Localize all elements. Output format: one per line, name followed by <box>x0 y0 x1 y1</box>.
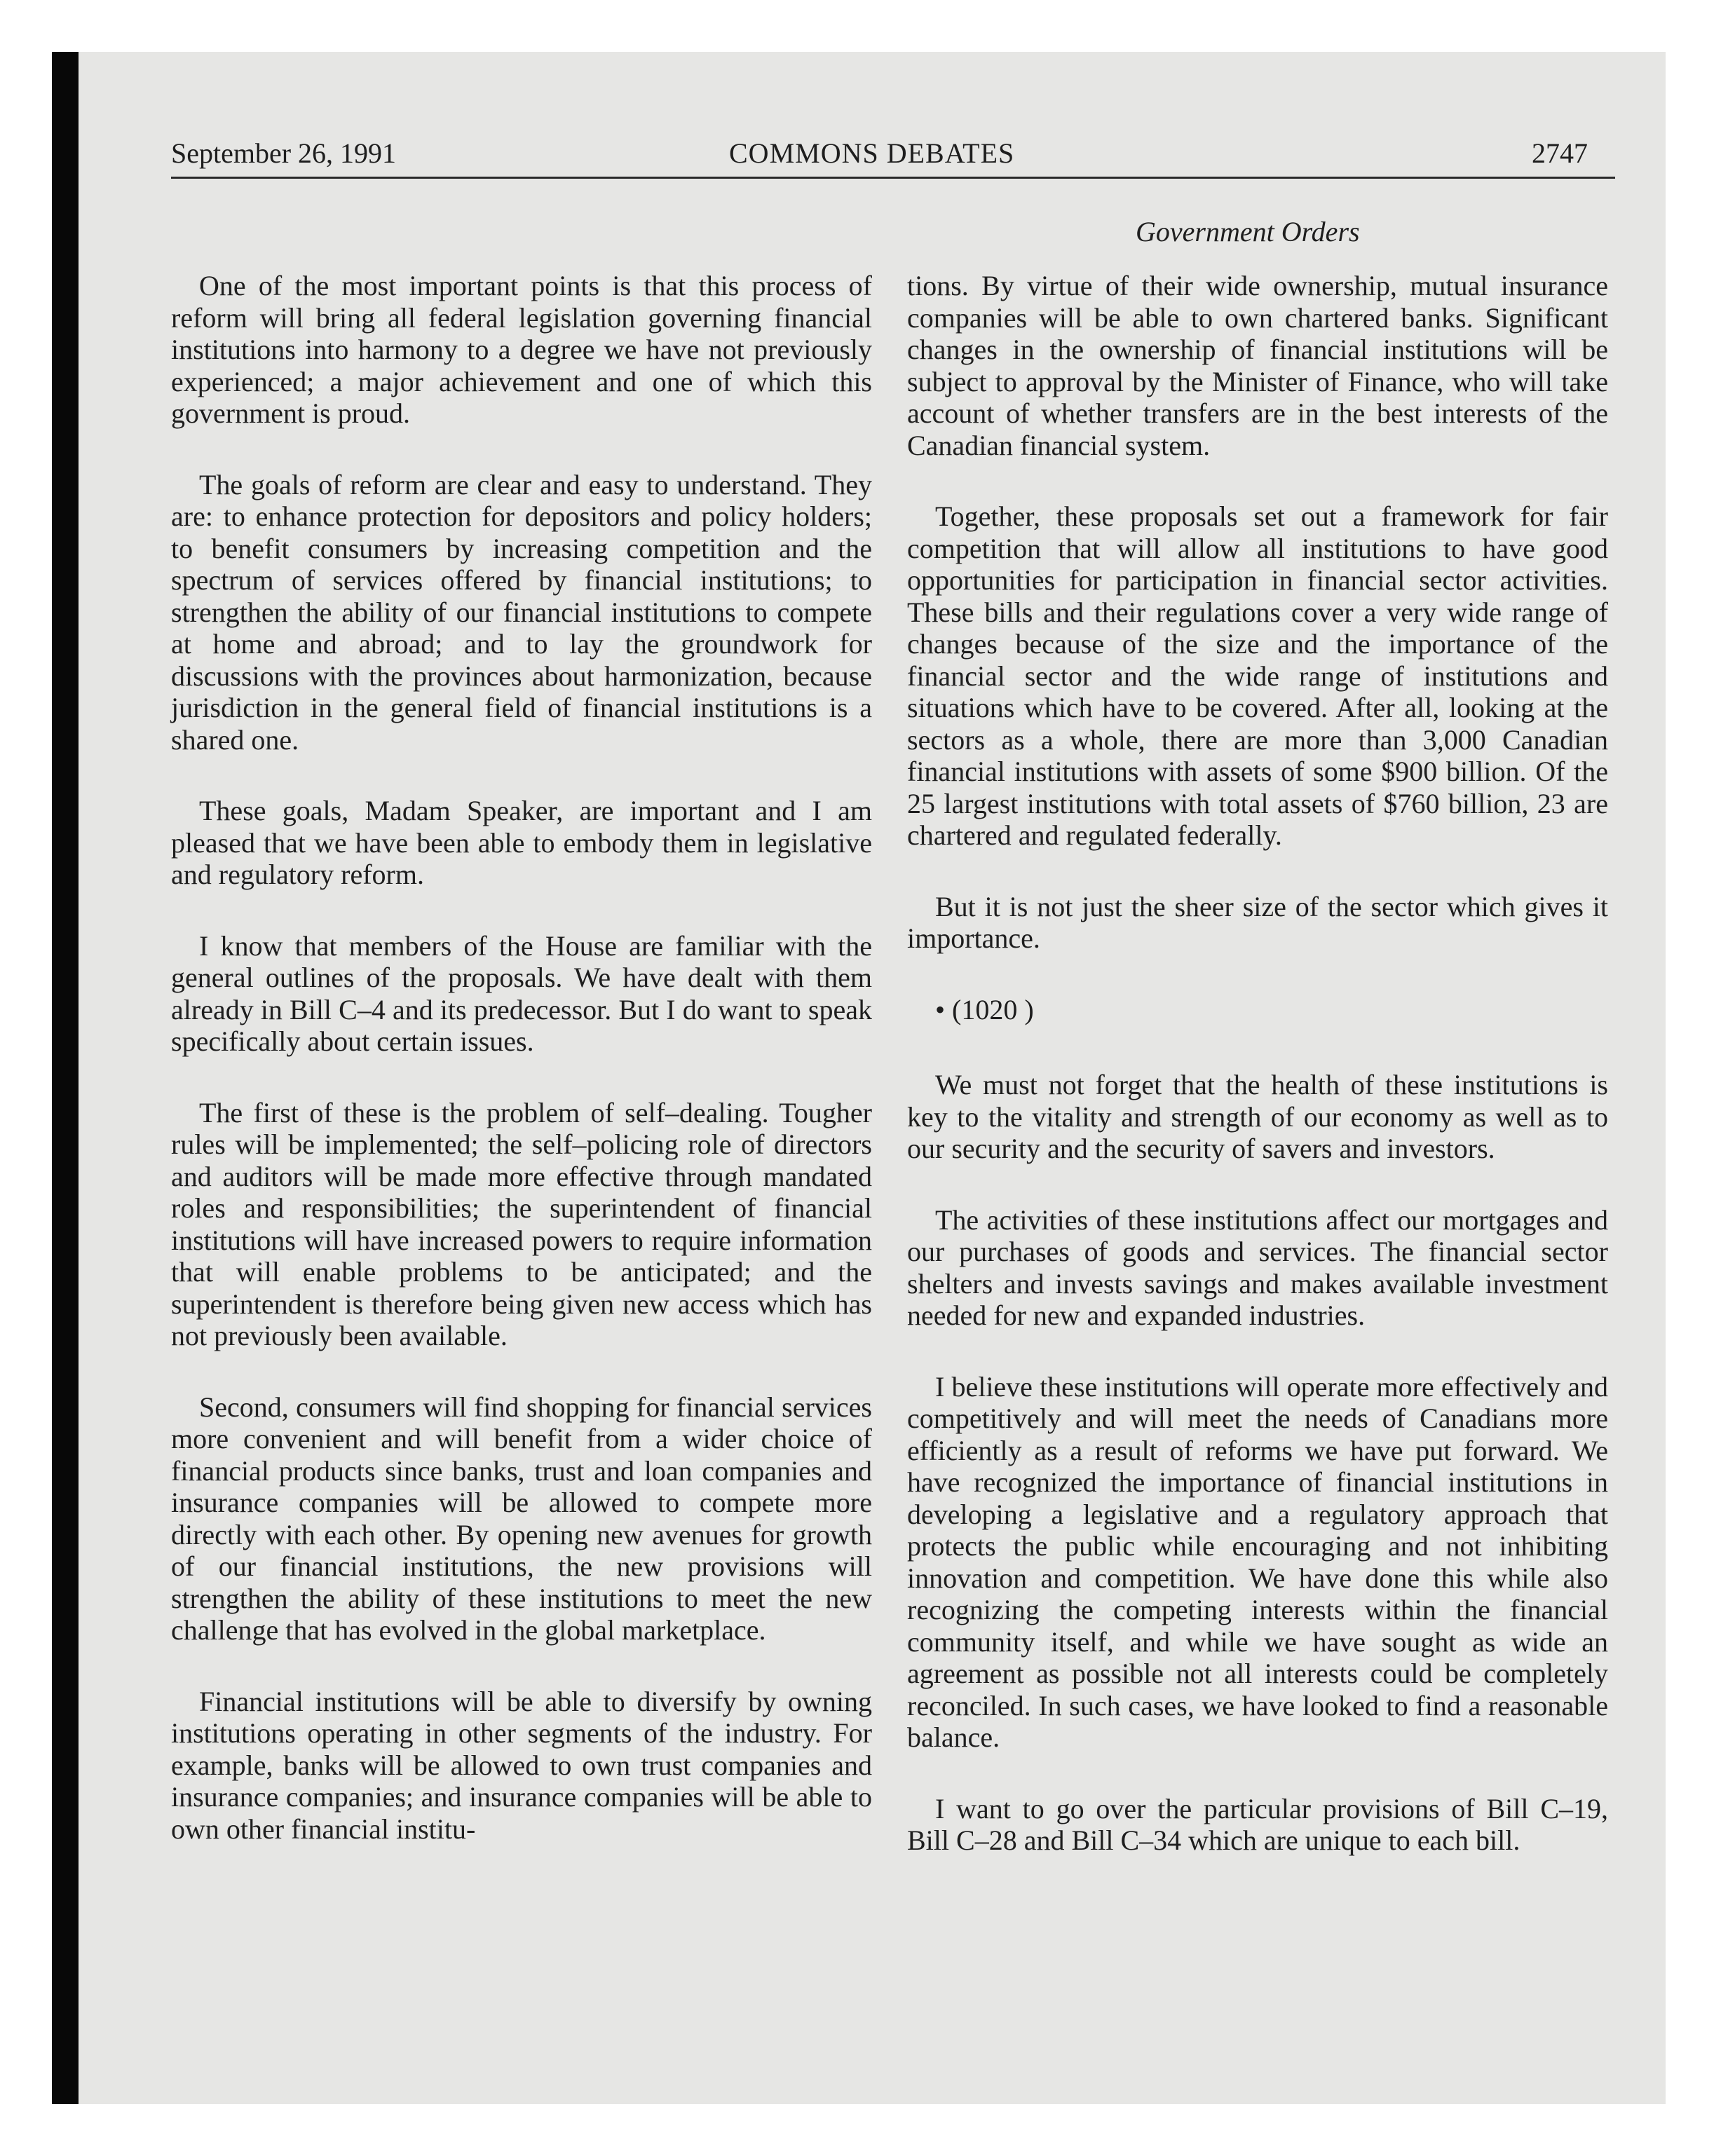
paragraph: I know that members of the House are familiar with the general outlines of the proposals. We have dealt with them already in Bill C–4 and its predecessor. But I do want to speak specifically about certain issues. <box>171 929 872 1057</box>
paragraph: Financial institutions will be able to diversify by owning institutions operating in other segments of the industry. For example, banks will be allowed to own trust companies and insurance companies; and insurance companies will be able to own other financial institu- <box>171 1685 872 1845</box>
paragraph: One of the most important points is that this process of reform will bring all federal legislation governing financial institutions into harmony to a degree we have not previously experienced; a major achievement and one of which this government is proud. <box>171 270 872 429</box>
right-column <box>907 270 1608 1896</box>
paragraph: I believe these institutions will operate more effectively and competitively and will meet the needs of Canadians more efficiently as a result of reforms we have put forward. We have recognized the importance of financial institutions in developing a legislative and a regulatory approach that protects the public while encouraging and not inhibiting innovation and competition. We have done this while also recognizing the competing interests within the financial community itself, and while we have sought as wide an agreement as possible not all interests could be completely reconciled. In such cases, we have looked to find a reasonable balance. <box>907 1370 1608 1753</box>
paragraph-continuation: tions. By virtue of their wide ownership, mutual insurance companies will be able to own chartered banks. Significant changes in the ownership of financial institutions will be subject to approval by the Minister of Finance, who will take account of whether transfers are in the best interests of the Canadian financial system. <box>907 270 1608 461</box>
paragraph: The activities of these institutions affect our mortgages and our purchases of goods and services. The financial sector shelters and invests savings and makes available investment needed for new and expanded industries. <box>907 1203 1608 1331</box>
page-number: 2747 <box>1532 137 1588 169</box>
binding-edge <box>52 52 79 2104</box>
paragraph: Second, consumers will find shopping for financial services more convenient and will benefit from a wider choice of financial products since banks, trust and loan companies and insurance companies will be allowed to compete more directly with each other. By opening new avenues for growth of our financial institutions, the new provisions will strengthen the ability of these institutions to meet the new challenge that has evolved in the global marketplace. <box>171 1391 872 1646</box>
paragraph: We must not forget that the health of these institutions is key to the vitality and strength of our economy as well as to our security and the security of savers and investors. <box>907 1069 1608 1164</box>
header-rule <box>171 177 1615 179</box>
paragraph: But it is not just the sheer size of the sector which gives it importance. <box>907 890 1608 954</box>
paragraph: The goals of reform are clear and easy to understand. They are: to enhance protection for depositors and policy holders; to benefit consumers by increasing competition and the spectrum of services offered by financial institutions; to strengthen the ability of our financial institutions to compete at home and abroad; and to lay the groundwork for discussions with the provinces about harmonization, because jurisdiction in the general field of financial institutions is a shared one. <box>171 468 872 756</box>
paragraph: These goals, Madam Speaker, are important and I am pleased that we have been able to embody them in legislative and regulatory reform. <box>171 795 872 890</box>
left-column <box>171 270 872 1884</box>
header-title: COMMONS DEBATES <box>729 137 1015 169</box>
paragraph: The first of these is the problem of self–dealing. Tougher rules will be implemented; the self–policing role of directors and auditors will be made more effective through mandated roles and responsibilities; the superintendent of financial institutions will have increased powers to require information that will enable problems to be anticipated; and the superintendent is therefore being given new access which has not previously been available. <box>171 1096 872 1351</box>
header-date: September 26, 1991 <box>171 137 397 169</box>
section-label: Government Orders <box>1136 216 1360 247</box>
paragraph: Together, these proposals set out a framework for fair competition that will allow all institutions to have good opportunities for participation in financial sector activities. These bills and their regulations cover a very wide range of changes because of the size and the importance of the financial sector and the wide range of institutions and situations which have to be covered. After all, looking at the sectors as a whole, there are more than 3,000 Canadian financial institutions with assets of some $900 billion. Of the 25 largest institutions with total assets of $760 billion, 23 are chartered and regulated federally. <box>907 500 1608 851</box>
paragraph: I want to go over the particular provisions of Bill C–19, Bill C–28 and Bill C–34 which are unique to each bill. <box>907 1792 1608 1856</box>
time-marker: • (1020 ) <box>935 993 1034 1025</box>
